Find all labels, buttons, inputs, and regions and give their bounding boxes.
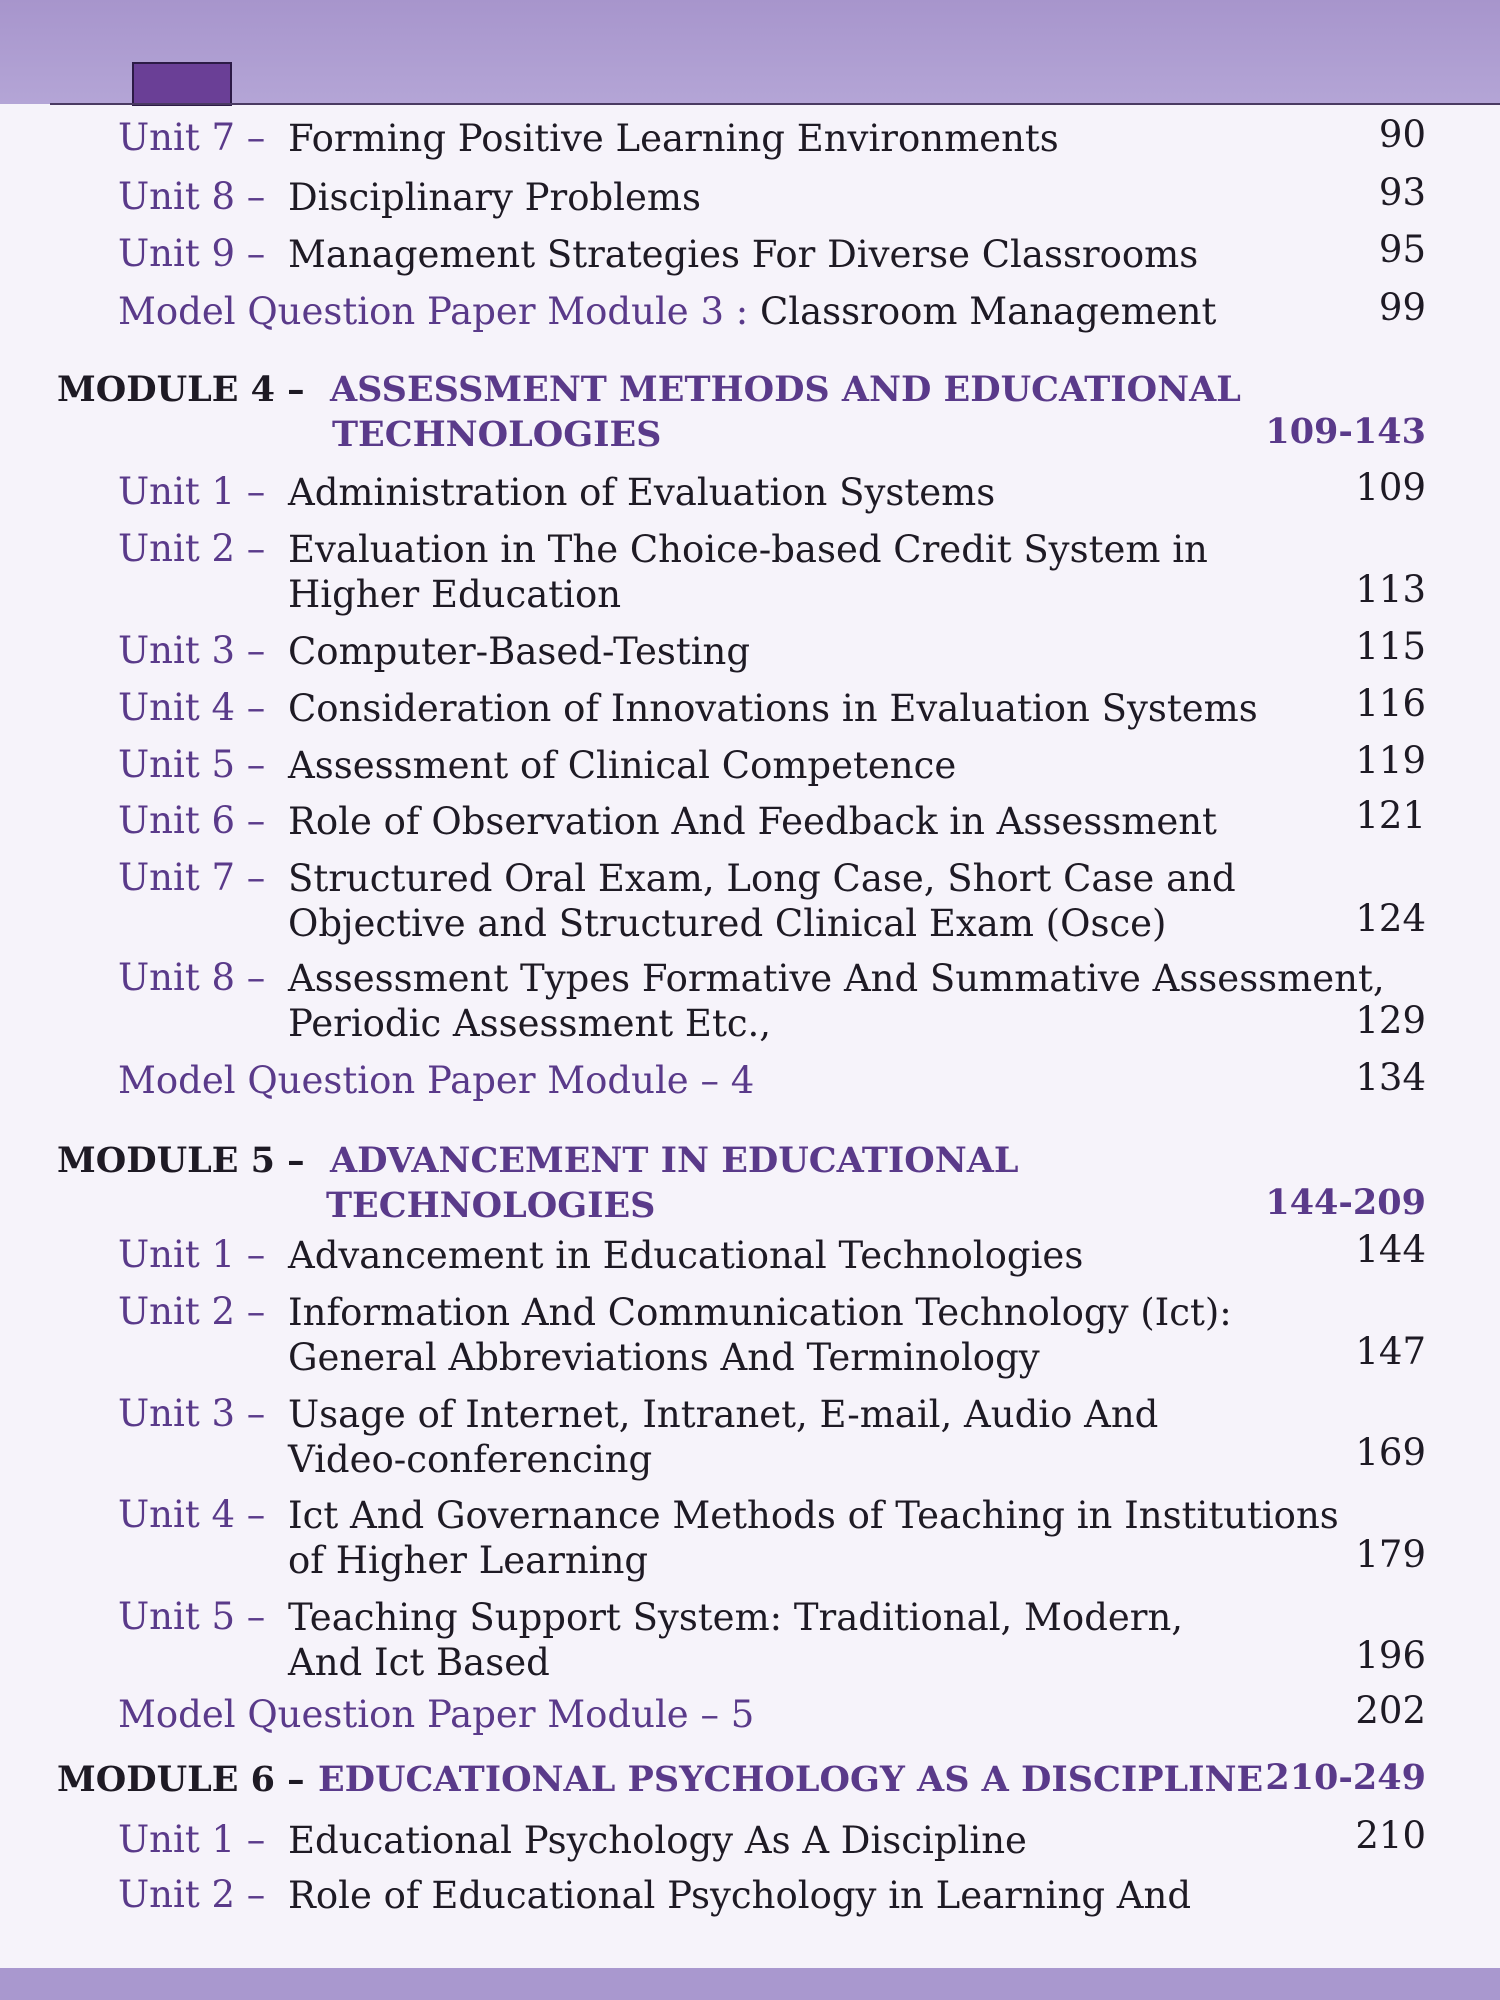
unit-label: Unit 2 – — [118, 1290, 266, 1333]
entry-title: Consideration of Innovations in Evaluation Systems — [288, 687, 1258, 730]
page-number: 210 — [1355, 1814, 1426, 1857]
model-question-paper: Model Question Paper Module – 4 — [118, 1059, 755, 1102]
entry-title: Role of Educational Psychology in Learning And — [288, 1874, 1192, 1917]
page-number: 93 — [1378, 171, 1426, 214]
unit-label: Unit 1 – — [118, 1818, 266, 1861]
unit-label: Unit 3 – — [118, 629, 266, 672]
module-heading: MODULE 5 – — [57, 1140, 305, 1181]
unit-label: Unit 6 – — [118, 799, 266, 842]
entry-title: Assessment of Clinical Competence — [288, 744, 957, 787]
entry-title: Role of Observation And Feedback in Assessment — [288, 800, 1217, 843]
unit-label: Unit 2 – — [118, 1873, 266, 1916]
module-page-range: 144-209 — [1265, 1182, 1426, 1223]
entry-title: Computer-Based-Testing — [288, 630, 751, 673]
page-number: 202 — [1355, 1689, 1426, 1732]
unit-label: Unit 5 – — [118, 1595, 266, 1638]
module-title: ADVANCEMENT IN EDUCATIONAL TECHNOLOGIES — [326, 1140, 1019, 1226]
page-number: 147 — [1355, 1330, 1426, 1373]
entry-title: Disciplinary Problems — [288, 176, 701, 219]
entry-title: Information And Communication Technology (Ict): General Abbreviations And Terminology — [288, 1291, 1232, 1379]
entry-title: Assessment Types Formative And Summative Assessment, Periodic Assessment Etc., — [288, 957, 1385, 1045]
page-number: 113 — [1355, 568, 1426, 611]
entry-title: Structured Oral Exam, Long Case, Short Case and Objective and Structured Clinical Exam (Osce) — [288, 857, 1236, 945]
module-heading: MODULE 4 – — [57, 369, 305, 410]
model-question-paper: Model Question Paper Module – 5 — [118, 1693, 755, 1736]
unit-label: Unit 2 – — [118, 527, 266, 570]
entry-title: Management Strategies For Diverse Classrooms — [288, 233, 1199, 276]
page-number: 196 — [1355, 1634, 1426, 1677]
page-number: 109 — [1355, 466, 1426, 509]
module-heading: MODULE 6 – — [57, 1759, 305, 1800]
page-number: 121 — [1355, 794, 1426, 837]
page-number: 179 — [1355, 1533, 1426, 1576]
entry-title: Usage of Internet, Intranet, E-mail, Audio And Video-conferencing — [288, 1393, 1159, 1481]
unit-label: Unit 3 – — [118, 1392, 266, 1435]
unit-label: Unit 1 – — [118, 470, 266, 513]
page-number: 129 — [1355, 999, 1426, 1042]
unit-label: Unit 1 – — [118, 1233, 266, 1276]
entry-title: Evaluation in The Choice-based Credit System in Higher Education — [288, 528, 1208, 616]
module-title: EDUCATIONAL PSYCHOLOGY AS A DISCIPLINE — [318, 1759, 1264, 1800]
page-number: 134 — [1355, 1056, 1426, 1099]
page-number: 116 — [1355, 682, 1426, 725]
entry-title: Administration of Evaluation Systems — [288, 471, 996, 514]
model-question-paper: Model Question Paper Module 3 : Classroom Management — [118, 290, 1217, 333]
unit-label: Unit 8 – — [118, 956, 266, 999]
page-number: 115 — [1355, 625, 1426, 668]
module-page-range: 210-249 — [1265, 1757, 1426, 1798]
entry-title: Teaching Support System: Traditional, Modern, And Ict Based — [288, 1596, 1184, 1684]
entry-title: Ict And Governance Methods of Teaching in Institutions of Higher Learning — [288, 1494, 1339, 1582]
page-number: 99 — [1378, 286, 1426, 329]
page-number: 95 — [1378, 228, 1426, 271]
unit-label: Unit 7 – — [118, 116, 266, 159]
page-number: 144 — [1355, 1228, 1426, 1271]
unit-label: Unit 4 – — [118, 1493, 266, 1536]
module-title: ASSESSMENT METHODS AND EDUCATIONAL TECHNOLOGIES — [330, 369, 1241, 455]
unit-label: Unit 7 – — [118, 856, 266, 899]
module-page-range: 109-143 — [1265, 411, 1426, 452]
entry-title: Forming Positive Learning Environments — [288, 117, 1059, 160]
unit-label: Unit 4 – — [118, 686, 266, 729]
entry-title: Advancement in Educational Technologies — [288, 1234, 1084, 1277]
page-number: 169 — [1355, 1431, 1426, 1474]
page-number: 119 — [1355, 739, 1426, 782]
unit-label: Unit 5 – — [118, 743, 266, 786]
unit-label: Unit 8 – — [118, 175, 266, 218]
page-number: 124 — [1355, 897, 1426, 940]
entry-title: Educational Psychology As A Discipline — [288, 1819, 1027, 1862]
unit-label: Unit 9 – — [118, 232, 266, 275]
page-number: 90 — [1378, 113, 1426, 156]
